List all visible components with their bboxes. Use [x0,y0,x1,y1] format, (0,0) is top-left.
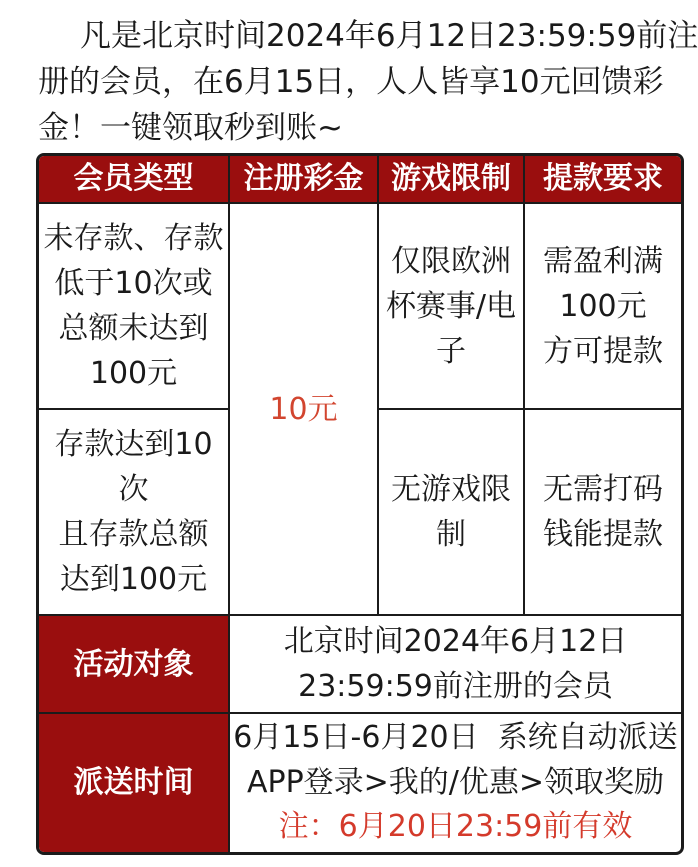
cell-line: APP登录>我的/优惠>领取奖励 [246,764,665,800]
target-row [39,615,681,713]
withdraw-requirement-cell [524,409,681,615]
cell-line: 总额未达到 [58,311,209,346]
intro-line: 凡是北京时间2024年6月12日23:59:59前注 [80,18,698,54]
cell-line: 低于10次或 [54,266,213,301]
cell-line: 无需打码 [543,472,663,507]
cell-line: 且存款总额 [58,517,209,552]
header-withdraw-requirement: 提款要求 [524,156,681,203]
cell-line: 23:59:59前注册的会员 [298,669,613,704]
cell-line: 方可提款 [543,333,663,369]
header-register-bonus: 注册彩金 [229,156,378,203]
table-header-row [39,156,681,203]
game-limit-cell [378,409,524,615]
member-type-cell [39,203,229,409]
delivery-value-cell [229,713,681,852]
cell-line: 达到100元 [59,562,208,597]
cell-line: 杯赛事/电 [385,288,517,324]
bonus-amount: 10元 [269,391,338,427]
cell-line: 子 [436,333,466,369]
cell-line: 无游戏限 [391,472,511,507]
promo-table-frame [36,153,684,855]
target-value-cell [229,615,681,713]
intro-paragraph [38,13,698,151]
intro-line: 金！一键领取秒到账~ [38,110,343,146]
table-row [39,203,681,409]
cell-line: 制 [436,517,466,552]
header-member-type: 会员类型 [39,156,229,203]
promo-table [39,156,681,852]
cell-line: 未存款、存款 [43,221,224,256]
cell-line: 需盈利满 [543,243,663,279]
cell-line: 北京时间2024年6月12日 [283,624,628,659]
delivery-label: 派送时间 [39,713,229,852]
cell-line: 6月15日-6月20日 系统自动派送 [233,720,678,756]
cell-line: 100元 [559,288,647,324]
cell-line: 钱能提款 [543,517,663,552]
header-game-limit: 游戏限制 [378,156,524,203]
cell-line: 存款达到10 [54,427,213,462]
game-limit-cell [378,203,524,409]
validity-note: 注：6月20日23:59前有效 [278,809,633,845]
withdraw-requirement-cell [524,203,681,409]
cell-line: 仅限欧洲 [391,243,511,279]
register-bonus-cell [229,203,378,615]
delivery-row [39,713,681,852]
cell-line: 次 [118,472,149,507]
target-label: 活动对象 [39,615,229,713]
cell-line: 100元 [89,356,178,391]
member-type-cell [39,409,229,615]
intro-line: 册的会员，在6月15日，人人皆享10元回馈彩 [38,64,664,100]
